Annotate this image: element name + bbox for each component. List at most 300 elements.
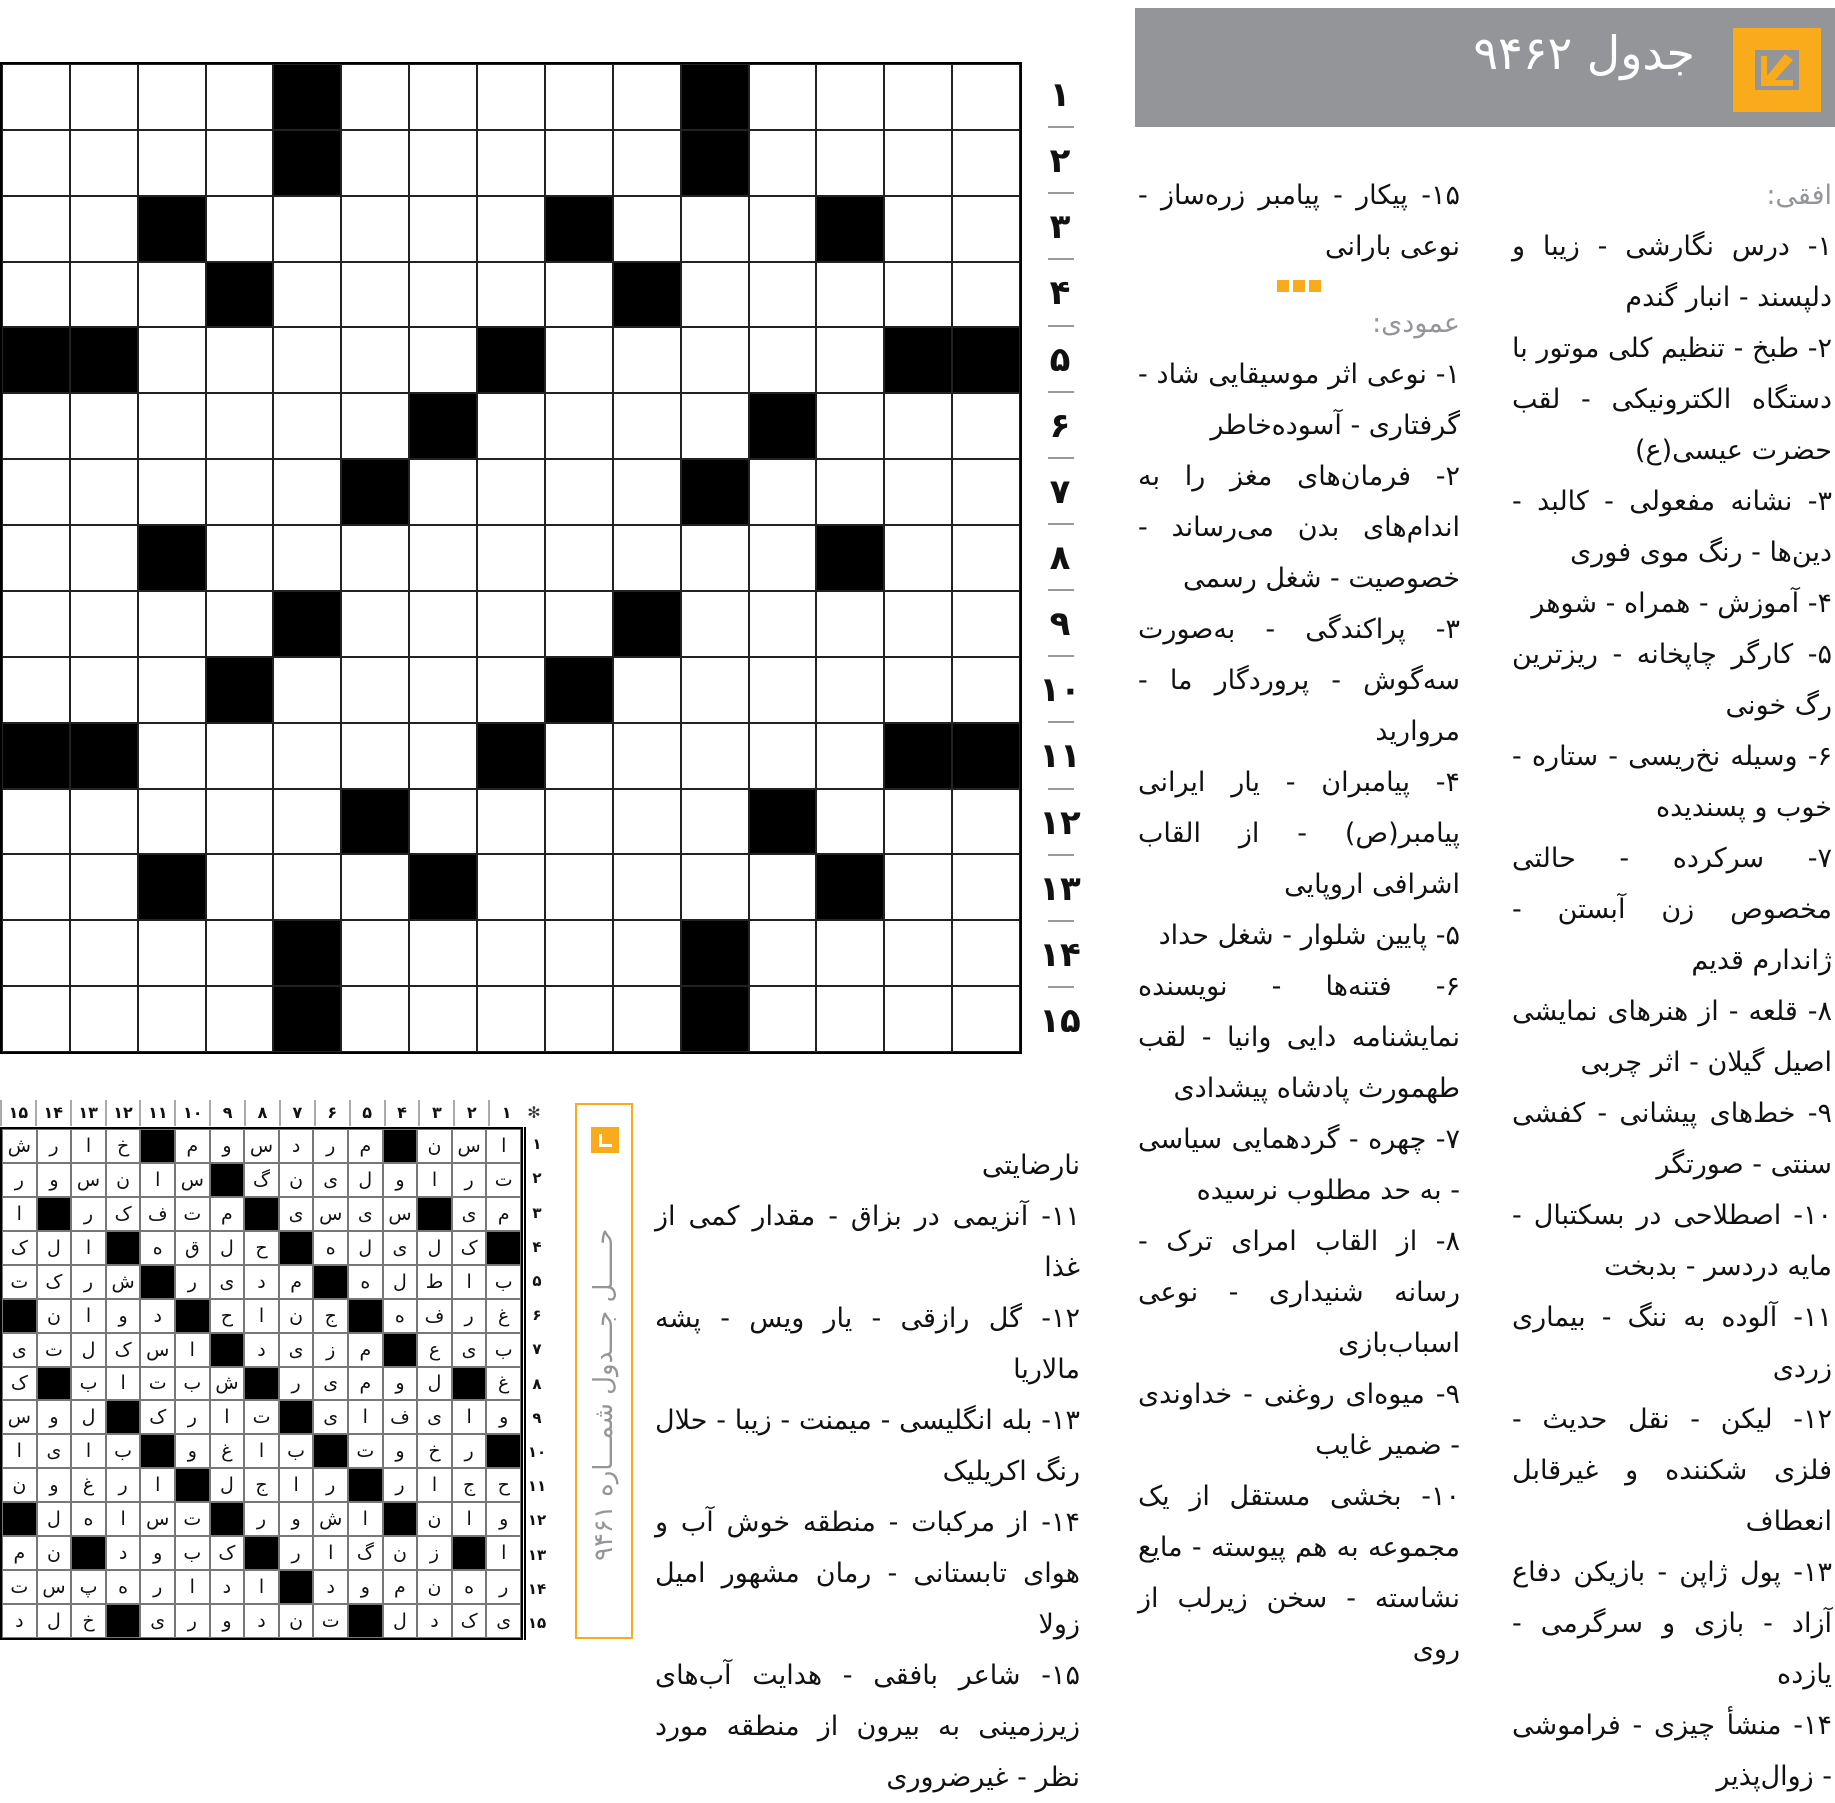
solution-cell: س	[313, 1197, 348, 1231]
empty-cell	[952, 196, 1020, 262]
row-number: ۱۵	[527, 1613, 547, 1632]
row-number: ۵	[532, 1271, 542, 1290]
solution-cell: ت	[486, 1163, 521, 1197]
separator-dots	[1138, 280, 1460, 292]
empty-cell	[409, 591, 477, 657]
solution-cell: ت	[313, 1604, 348, 1638]
solution-cell: س	[37, 1570, 72, 1604]
empty-cell	[138, 591, 206, 657]
empty-cell	[2, 262, 70, 328]
empty-cell	[341, 196, 409, 262]
solution-cell: ک	[106, 1197, 141, 1231]
black-cell	[140, 1265, 175, 1299]
empty-cell	[884, 986, 952, 1052]
black-cell	[409, 854, 477, 920]
solution-cell: گ	[348, 1536, 383, 1570]
solution-cell: ا	[486, 1129, 521, 1163]
solution-cell: ا	[210, 1400, 245, 1434]
solution-cell: ه	[106, 1570, 141, 1604]
solution-cell: و	[37, 1163, 72, 1197]
solution-cell: ر	[244, 1502, 279, 1536]
solution-cell: ت	[175, 1197, 210, 1231]
column-number: ۱۲	[105, 1100, 140, 1126]
empty-cell	[341, 64, 409, 130]
black-cell	[138, 525, 206, 591]
horizontal-clues	[1512, 170, 1832, 1802]
solution-cell: و	[486, 1502, 521, 1536]
row-number: ۱۱	[527, 1477, 547, 1496]
empty-cell	[884, 591, 952, 657]
empty-cell	[749, 854, 817, 920]
solution-cell: ر	[452, 1434, 487, 1468]
solution-cell: غ	[71, 1468, 106, 1502]
solution-cell: د	[313, 1570, 348, 1604]
solution-cell: ل	[383, 1604, 418, 1638]
empty-cell	[816, 262, 884, 328]
solution-cell: ن	[37, 1536, 72, 1570]
empty-cell	[952, 854, 1020, 920]
black-cell	[383, 1129, 418, 1163]
solution-cell: ه	[140, 1231, 175, 1265]
empty-cell	[273, 723, 341, 789]
solution-cell: ا	[348, 1502, 383, 1536]
empty-cell	[70, 920, 138, 986]
empty-cell	[816, 327, 884, 393]
solution-cell: و	[383, 1163, 418, 1197]
column-number: ۱۵	[0, 1100, 35, 1126]
horizontal-clue-7: ۷- سرکرده - حالتی مخصوص زن آبستن - ژاندارم قدیم	[1512, 843, 1832, 976]
black-cell	[313, 1434, 348, 1468]
horizontal-clue-15: ۱۵- پیکار - پیامبر زره‌ساز - نوعی بارانی	[1138, 180, 1460, 262]
empty-cell	[273, 657, 341, 723]
solution-cell: ر	[106, 1468, 141, 1502]
empty-cell	[138, 986, 206, 1052]
solution-cell: س	[383, 1197, 418, 1231]
black-cell	[244, 1536, 279, 1570]
black-cell	[477, 327, 545, 393]
solution-cell: ب	[175, 1367, 210, 1401]
solution-cell: د	[2, 1604, 37, 1638]
black-cell	[106, 1400, 141, 1434]
solution-title: حـــــل جـــدول شمـــاره ۹۴۶۱	[589, 1228, 619, 1562]
empty-cell	[206, 789, 274, 855]
solution-cell: ا	[452, 1502, 487, 1536]
empty-cell	[2, 789, 70, 855]
vertical-clue-11: ۱۱- آنزیمی در بزاق - مقدار کمی از غذا	[655, 1201, 1080, 1283]
black-cell	[138, 196, 206, 262]
row-number: ۱۵	[1039, 1001, 1081, 1042]
solution-cell: و	[210, 1129, 245, 1163]
solution-cell: ن	[383, 1536, 418, 1570]
empty-cell	[477, 591, 545, 657]
solution-cell: ب	[106, 1434, 141, 1468]
solution-cell: و	[37, 1468, 72, 1502]
row-number: ۱۴	[1030, 922, 1090, 988]
black-cell	[244, 1197, 279, 1231]
solution-cell: ر	[140, 1570, 175, 1604]
black-cell	[140, 1434, 175, 1468]
solution-cell: م	[348, 1333, 383, 1367]
solution-cell: ی	[313, 1163, 348, 1197]
black-cell	[383, 1502, 418, 1536]
empty-cell	[206, 459, 274, 525]
solution-cell: ی	[486, 1604, 521, 1638]
solution-cell: ل	[210, 1468, 245, 1502]
empty-cell	[2, 130, 70, 196]
empty-cell	[749, 657, 817, 723]
empty-cell	[952, 591, 1020, 657]
solution-cell: د	[279, 1129, 314, 1163]
empty-cell	[138, 723, 206, 789]
black-cell	[140, 1129, 175, 1163]
vertical-clue-4: ۴- پیامبران - یار ایرانی پیامبر(ص) - از القاب اشرافی اروپایی	[1138, 767, 1460, 900]
solution-cell: ا	[486, 1536, 521, 1570]
empty-cell	[749, 591, 817, 657]
empty-cell	[613, 130, 681, 196]
solution-cell: ک	[452, 1231, 487, 1265]
black-cell	[681, 986, 749, 1052]
empty-cell	[749, 196, 817, 262]
empty-cell	[477, 657, 545, 723]
row-number: ۷	[1030, 459, 1090, 525]
row-number: ۶	[1030, 393, 1090, 459]
row-numbers	[1030, 62, 1090, 1054]
solution-cell: م	[2, 1536, 37, 1570]
solution-cell: ر	[383, 1468, 418, 1502]
solution-cell: ی	[383, 1231, 418, 1265]
solution-cell: ه	[452, 1570, 487, 1604]
empty-cell	[816, 393, 884, 459]
black-cell	[2, 1299, 37, 1333]
horizontal-clue-8: ۸- قلعه - از هنرهای نمایشی اصیل گیلان - اثر چربی	[1512, 996, 1832, 1078]
empty-cell	[2, 854, 70, 920]
solution-cell: ی	[452, 1333, 487, 1367]
empty-cell	[816, 591, 884, 657]
empty-cell	[952, 64, 1020, 130]
black-cell	[70, 723, 138, 789]
empty-cell	[681, 327, 749, 393]
solution-cell: ن	[37, 1299, 72, 1333]
black-cell	[613, 262, 681, 328]
solution-label-box	[575, 1103, 633, 1639]
empty-cell	[409, 986, 477, 1052]
solution-row-labels	[524, 1127, 548, 1640]
solution-cell: ه	[71, 1502, 106, 1536]
empty-cell	[341, 920, 409, 986]
black-cell	[816, 525, 884, 591]
solution-cell: ش	[106, 1265, 141, 1299]
empty-cell	[884, 459, 952, 525]
solution-cell: ا	[417, 1468, 452, 1502]
empty-cell	[477, 920, 545, 986]
solution-cell: ی	[313, 1400, 348, 1434]
solution-cell: ا	[140, 1468, 175, 1502]
black-cell	[273, 130, 341, 196]
vertical-heading: عمودی:	[1372, 308, 1460, 339]
row-number: ۳	[1030, 194, 1090, 260]
row-number: ۷	[532, 1340, 542, 1359]
solution-cell: و	[210, 1604, 245, 1638]
solution-cell: ک	[106, 1333, 141, 1367]
row-number: ۱۳	[1030, 856, 1090, 922]
solution-cell: ش	[313, 1502, 348, 1536]
vertical-clue-3: ۳- پراکندگی - به‌صورت سه‌گوش - پروردگار ما - مروارید	[1138, 614, 1460, 747]
solution-cell: د	[210, 1570, 245, 1604]
empty-cell	[884, 657, 952, 723]
empty-cell	[816, 789, 884, 855]
solution-cell: ر	[71, 1197, 106, 1231]
empty-cell	[952, 986, 1020, 1052]
empty-cell	[545, 591, 613, 657]
solution-cell: ل	[210, 1231, 245, 1265]
solution-cell: ی	[210, 1265, 245, 1299]
empty-cell	[749, 262, 817, 328]
black-cell	[681, 130, 749, 196]
empty-cell	[409, 327, 477, 393]
empty-cell	[545, 920, 613, 986]
empty-cell	[613, 854, 681, 920]
empty-cell	[70, 393, 138, 459]
solution-cell: ر	[175, 1604, 210, 1638]
solution-cell: ت	[37, 1333, 72, 1367]
corner-star-icon: ✻	[527, 1103, 541, 1122]
black-cell	[273, 591, 341, 657]
solution-cell: ر	[313, 1129, 348, 1163]
empty-cell	[341, 130, 409, 196]
solution-cell: ر	[452, 1299, 487, 1333]
black-cell	[749, 393, 817, 459]
empty-cell	[816, 130, 884, 196]
black-cell	[341, 789, 409, 855]
solution-cell: ک	[37, 1265, 72, 1299]
solution-cell: ر	[313, 1468, 348, 1502]
solution-cell: ا	[279, 1468, 314, 1502]
empty-cell	[681, 723, 749, 789]
empty-cell	[477, 789, 545, 855]
solution-cell: د	[244, 1604, 279, 1638]
empty-cell	[952, 130, 1020, 196]
solution-cell: ا	[313, 1536, 348, 1570]
column-number: ۶	[314, 1100, 349, 1126]
black-cell	[273, 986, 341, 1052]
empty-cell	[884, 525, 952, 591]
solution-cell: ز	[417, 1536, 452, 1570]
empty-cell	[816, 723, 884, 789]
empty-cell	[477, 986, 545, 1052]
black-cell	[138, 854, 206, 920]
solution-cell: د	[106, 1536, 141, 1570]
empty-cell	[273, 459, 341, 525]
solution-cell: ه	[383, 1299, 418, 1333]
empty-cell	[545, 64, 613, 130]
solution-cell: ر	[452, 1163, 487, 1197]
row-number: ۴	[532, 1237, 542, 1256]
solution-cell: ا	[244, 1570, 279, 1604]
solution-cell: ف	[140, 1197, 175, 1231]
empty-cell	[409, 657, 477, 723]
empty-cell	[681, 591, 749, 657]
row-number: ۱۴	[527, 1579, 547, 1598]
row-number: ۱۲	[1030, 790, 1090, 856]
empty-cell	[884, 64, 952, 130]
empty-cell	[206, 723, 274, 789]
empty-cell	[206, 986, 274, 1052]
empty-cell	[613, 327, 681, 393]
solution-cell: د	[244, 1265, 279, 1299]
column-number: ۱	[488, 1100, 523, 1126]
solution-cell: ل	[383, 1265, 418, 1299]
empty-cell	[749, 459, 817, 525]
solution-cell: ی	[417, 1400, 452, 1434]
row-number: ۱	[1030, 62, 1090, 128]
black-cell	[273, 920, 341, 986]
empty-cell	[341, 591, 409, 657]
empty-cell	[341, 327, 409, 393]
solution-cell: ت	[2, 1265, 37, 1299]
empty-cell	[477, 196, 545, 262]
empty-cell	[206, 525, 274, 591]
empty-cell	[409, 64, 477, 130]
empty-cell	[206, 920, 274, 986]
solution-cell: خ	[71, 1604, 106, 1638]
empty-cell	[952, 789, 1020, 855]
black-cell	[884, 723, 952, 789]
empty-cell	[884, 196, 952, 262]
black-cell	[273, 64, 341, 130]
solution-cell: ی	[140, 1604, 175, 1638]
horizontal-clue-3: ۳- نشانه مفعولی - کالبد - دین‌ها - رنگ موی فوری	[1512, 486, 1832, 568]
solution-cell: ح	[486, 1468, 521, 1502]
empty-cell	[2, 459, 70, 525]
solution-cell: ن	[417, 1570, 452, 1604]
solution-cell: م	[210, 1197, 245, 1231]
solution-cell: ا	[106, 1502, 141, 1536]
solution-cell: س	[2, 1400, 37, 1434]
solution-cell: ل	[37, 1502, 72, 1536]
solution-cell: ل	[71, 1400, 106, 1434]
black-cell	[210, 1502, 245, 1536]
column-number: ۱۰	[174, 1100, 209, 1126]
horizontal-clue-9: ۹- خط‌های پیشانی - کفشی سنتی - صورتگر	[1512, 1098, 1832, 1180]
vertical-clues	[1138, 170, 1460, 1675]
arrow-down-left-icon	[591, 1127, 619, 1153]
black-cell	[816, 196, 884, 262]
solution-cell: ب	[175, 1536, 210, 1570]
empty-cell	[2, 525, 70, 591]
solution-cell: ج	[244, 1468, 279, 1502]
solution-cell: ی	[348, 1197, 383, 1231]
black-cell	[486, 1231, 521, 1265]
empty-cell	[409, 130, 477, 196]
solution-cell: ر	[37, 1129, 72, 1163]
black-cell	[613, 591, 681, 657]
horizontal-heading: افقی:	[1766, 180, 1832, 211]
solution-cell: ر	[486, 1570, 521, 1604]
solution-cell: و	[279, 1502, 314, 1536]
solution-cell: غ	[210, 1434, 245, 1468]
vertical-clue-9: ۹- میوه‌ای روغنی - خداوندی - ضمیر غایب	[1138, 1379, 1460, 1461]
empty-cell	[2, 591, 70, 657]
empty-cell	[409, 459, 477, 525]
solution-cell: ف	[417, 1299, 452, 1333]
black-cell	[37, 1367, 72, 1401]
solution-cell: و	[140, 1536, 175, 1570]
empty-cell	[70, 459, 138, 525]
solution-cell: ر	[279, 1367, 314, 1401]
black-cell	[816, 854, 884, 920]
empty-cell	[2, 196, 70, 262]
solution-cell: ا	[452, 1400, 487, 1434]
solution-cell: ا	[106, 1367, 141, 1401]
empty-cell	[409, 920, 477, 986]
black-cell	[2, 1502, 37, 1536]
solution-cell: ا	[71, 1434, 106, 1468]
column-number: ۳	[418, 1100, 453, 1126]
vertical-clue-15: ۱۵- شاعر بافقی - هدایت آب‌های زیرزمینی به بیرون از منطقه مورد نظر - غیرضروری	[655, 1660, 1080, 1793]
empty-cell	[70, 196, 138, 262]
black-cell	[244, 1367, 279, 1401]
solution-cell: ن	[2, 1468, 37, 1502]
solution-cell: و	[383, 1434, 418, 1468]
black-cell	[2, 327, 70, 393]
solution-cell: ن	[279, 1299, 314, 1333]
solution-cell: ن	[279, 1604, 314, 1638]
empty-cell	[545, 789, 613, 855]
empty-cell	[681, 393, 749, 459]
solution-cell: ا	[175, 1333, 210, 1367]
black-cell	[681, 459, 749, 525]
empty-cell	[70, 986, 138, 1052]
empty-cell	[545, 262, 613, 328]
solution-cell: ا	[71, 1129, 106, 1163]
column-number: ۲	[453, 1100, 488, 1126]
solution-cell: ی	[313, 1367, 348, 1401]
empty-cell	[138, 920, 206, 986]
solution-cell: ح	[210, 1299, 245, 1333]
row-number: ۹	[1030, 591, 1090, 657]
empty-cell	[70, 130, 138, 196]
empty-cell	[138, 327, 206, 393]
empty-cell	[749, 327, 817, 393]
black-cell	[681, 64, 749, 130]
empty-cell	[884, 262, 952, 328]
empty-cell	[545, 393, 613, 459]
empty-cell	[884, 130, 952, 196]
black-cell	[210, 1163, 245, 1197]
empty-cell	[749, 525, 817, 591]
solution-cell: ی	[37, 1434, 72, 1468]
empty-cell	[681, 854, 749, 920]
empty-cell	[273, 196, 341, 262]
row-number: ۱۰	[1030, 657, 1090, 723]
horizontal-clue-6: ۶- وسیله نخ‌ریسی - ستاره - خوب و پسندیده	[1512, 741, 1832, 823]
vertical-clue-6: ۶- فتنه‌ها - نویسنده نمایشنامه دایی وانیا - لقب طهمورث پادشاه پیشدادی	[1138, 971, 1460, 1104]
solution-cell: و	[106, 1299, 141, 1333]
empty-cell	[477, 64, 545, 130]
black-cell	[452, 1536, 487, 1570]
solution-cell: ق	[175, 1231, 210, 1265]
empty-cell	[138, 262, 206, 328]
solution-cell: ا	[2, 1434, 37, 1468]
solution-cell: ر	[175, 1400, 210, 1434]
row-number: ۳	[532, 1203, 542, 1222]
empty-cell	[545, 854, 613, 920]
empty-cell	[273, 262, 341, 328]
empty-cell	[613, 657, 681, 723]
solution-cell: ر	[2, 1163, 37, 1197]
black-cell	[486, 1434, 521, 1468]
empty-cell	[409, 723, 477, 789]
